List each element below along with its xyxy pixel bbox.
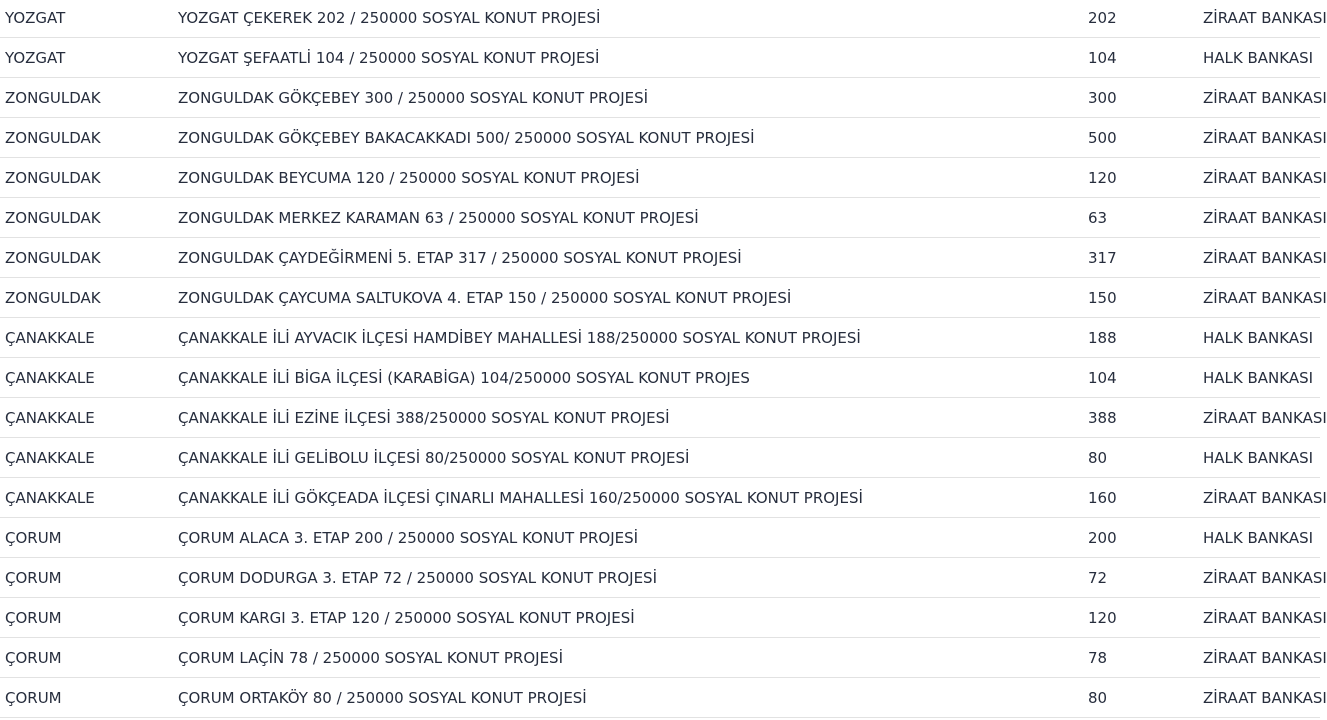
city-cell: ÇANAKKALE (5, 489, 95, 507)
city-cell: ZONGULDAK (5, 209, 101, 227)
table-row (0, 358, 1320, 398)
table-row (0, 598, 1327, 638)
city-cell: ÇORUM (5, 649, 62, 667)
bank-cell: HALK BANKASI (1203, 49, 1314, 67)
city-cell: ÇORUM (5, 609, 62, 627)
bank-cell: HALK BANKASI (1203, 529, 1314, 547)
bank-cell: HALK BANKASI (1203, 369, 1314, 387)
table-row (0, 278, 1327, 318)
unit-count-cell: 300 (1088, 89, 1117, 107)
bank-cell: ZİRAAT BANKASI (1203, 129, 1327, 147)
project-name-cell: ÇORUM ALACA 3. ETAP 200 / 250000 SOSYAL KONUT PROJESİ (178, 529, 639, 547)
city-cell: ÇORUM (5, 689, 62, 707)
project-name-cell: ÇORUM KARGI 3. ETAP 120 / 250000 SOSYAL KONUT PROJESİ (178, 609, 635, 627)
unit-count-cell: 500 (1088, 129, 1117, 147)
city-cell: ÇORUM (5, 529, 62, 547)
unit-count-cell: 200 (1088, 529, 1117, 547)
project-name-cell: ÇORUM ORTAKÖY 80 / 250000 SOSYAL KONUT PROJESİ (178, 689, 587, 707)
bank-cell: ZİRAAT BANKASI (1203, 489, 1327, 507)
project-name-cell: ZONGULDAK BEYCUMA 120 / 250000 SOSYAL KONUT PROJESİ (178, 169, 640, 187)
city-cell: ÇANAKKALE (5, 409, 95, 427)
unit-count-cell: 72 (1088, 569, 1108, 587)
unit-count-cell: 80 (1088, 689, 1108, 707)
city-cell: ÇANAKKALE (5, 449, 95, 467)
unit-count-cell: 188 (1088, 329, 1117, 347)
city-cell: ÇANAKKALE (5, 369, 95, 387)
table-row (0, 318, 1320, 358)
bank-cell: ZİRAAT BANKASI (1203, 409, 1327, 427)
unit-count-cell: 160 (1088, 489, 1117, 507)
project-name-cell: ÇORUM LAÇİN 78 / 250000 SOSYAL KONUT PROJESİ (178, 649, 563, 667)
project-name-cell: ZONGULDAK GÖKÇEBEY BAKACAKKADI 500/ 250000 SOSYAL KONUT PROJESİ (178, 129, 755, 147)
project-name-cell: ÇORUM DODURGA 3. ETAP 72 / 250000 SOSYAL KONUT PROJESİ (178, 569, 657, 587)
unit-count-cell: 104 (1088, 369, 1117, 387)
bank-cell: ZİRAAT BANKASI (1203, 9, 1327, 27)
table-row (0, 78, 1327, 118)
project-name-cell: ZONGULDAK ÇAYCUMA SALTUKOVA 4. ETAP 150 / 250000 SOSYAL KONUT PROJESİ (178, 289, 792, 307)
unit-count-cell: 317 (1088, 249, 1117, 267)
unit-count-cell: 120 (1088, 609, 1117, 627)
bank-cell: ZİRAAT BANKASI (1203, 209, 1327, 227)
bank-cell: ZİRAAT BANKASI (1203, 609, 1327, 627)
project-name-cell: ÇANAKKALE İLİ EZİNE İLÇESİ 388/250000 SOSYAL KONUT PROJESİ (178, 409, 670, 427)
table-row (0, 0, 1327, 38)
table-row (0, 158, 1327, 198)
unit-count-cell: 388 (1088, 409, 1117, 427)
project-name-cell: ZONGULDAK MERKEZ KARAMAN 63 / 250000 SOSYAL KONUT PROJESİ (178, 209, 699, 227)
bank-cell: ZİRAAT BANKASI (1203, 89, 1327, 107)
bank-cell: HALK BANKASI (1203, 329, 1314, 347)
bank-cell: ZİRAAT BANKASI (1203, 649, 1327, 667)
city-cell: ZONGULDAK (5, 89, 101, 107)
unit-count-cell: 120 (1088, 169, 1117, 187)
table-row (0, 638, 1327, 678)
table-row (0, 398, 1327, 438)
project-name-cell: ZONGULDAK GÖKÇEBEY 300 / 250000 SOSYAL KONUT PROJESİ (178, 89, 649, 107)
project-name-cell: ÇANAKKALE İLİ GELİBOLU İLÇESİ 80/250000 SOSYAL KONUT PROJESİ (178, 449, 690, 467)
city-cell: ÇANAKKALE (5, 329, 95, 347)
city-cell: YOZGAT (5, 9, 66, 27)
city-cell: ÇORUM (5, 569, 62, 587)
city-cell: ZONGULDAK (5, 169, 101, 187)
table-row (0, 238, 1327, 278)
table-row (0, 478, 1327, 518)
table-row (0, 38, 1320, 78)
unit-count-cell: 104 (1088, 49, 1117, 67)
project-name-cell: ÇANAKKALE İLİ BİGA İLÇESİ (KARABİGA) 104/250000 SOSYAL KONUT PROJES (178, 369, 750, 387)
city-cell: ZONGULDAK (5, 129, 101, 147)
project-name-cell: ÇANAKKALE İLİ GÖKÇEADA İLÇESİ ÇINARLI MAHALLESİ 160/250000 SOSYAL KONUT PROJESİ (178, 489, 863, 507)
bank-cell: ZİRAAT BANKASI (1203, 569, 1327, 587)
unit-count-cell: 150 (1088, 289, 1117, 307)
table-row (0, 198, 1327, 238)
project-name-cell: ZONGULDAK ÇAYDEĞİRMENİ 5. ETAP 317 / 250000 SOSYAL KONUT PROJESİ (178, 249, 742, 267)
city-cell: ZONGULDAK (5, 289, 101, 307)
bank-cell: HALK BANKASI (1203, 449, 1314, 467)
bank-cell: ZİRAAT BANKASI (1203, 169, 1327, 187)
bank-cell: ZİRAAT BANKASI (1203, 289, 1327, 307)
city-cell: YOZGAT (5, 49, 66, 67)
bank-cell: ZİRAAT BANKASI (1203, 249, 1327, 267)
table-row (0, 518, 1320, 558)
unit-count-cell: 78 (1088, 649, 1108, 667)
unit-count-cell: 202 (1088, 9, 1117, 27)
project-name-cell: ÇANAKKALE İLİ AYVACIK İLÇESİ HAMDİBEY MAHALLESİ 188/250000 SOSYAL KONUT PROJESİ (178, 329, 861, 347)
table-row (0, 438, 1320, 478)
project-name-cell: YOZGAT ŞEFAATLİ 104 / 250000 SOSYAL KONUT PROJESİ (178, 49, 600, 67)
bank-cell: ZİRAAT BANKASI (1203, 689, 1327, 707)
unit-count-cell: 80 (1088, 449, 1108, 467)
city-cell: ZONGULDAK (5, 249, 101, 267)
project-name-cell: YOZGAT ÇEKEREK 202 / 250000 SOSYAL KONUT PROJESİ (178, 9, 601, 27)
table-row (0, 118, 1327, 158)
table-row (0, 558, 1327, 598)
unit-count-cell: 63 (1088, 209, 1108, 227)
table-row (0, 678, 1327, 718)
